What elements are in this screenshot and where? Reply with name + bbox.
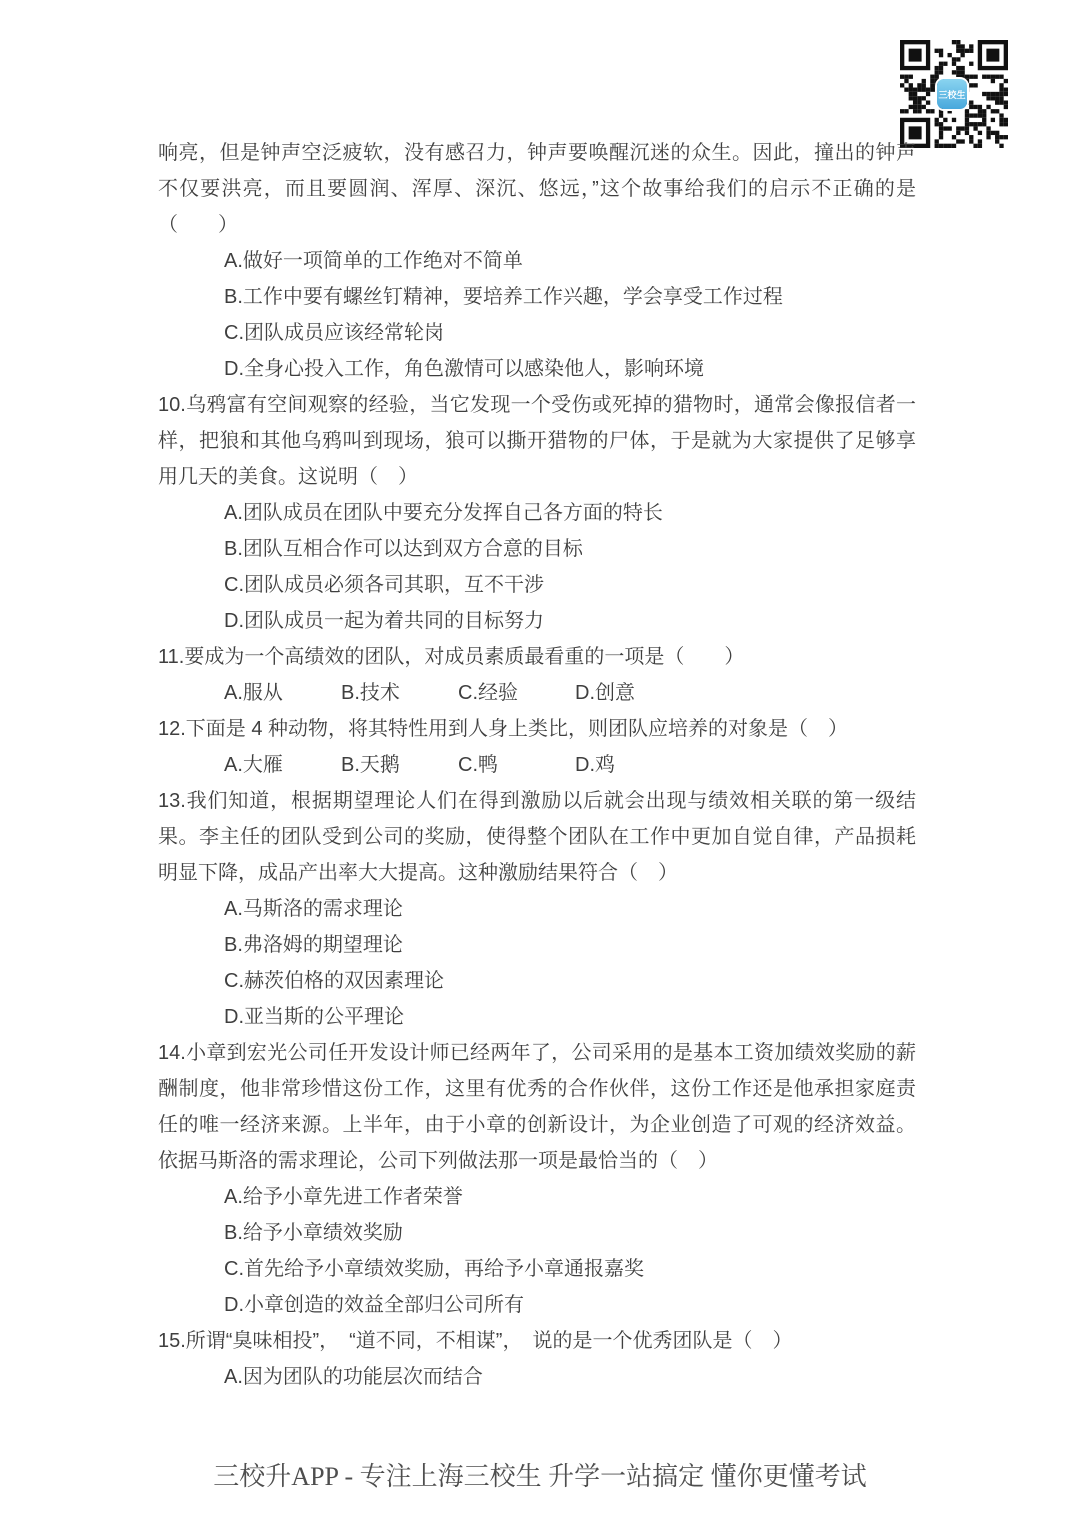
option-a: A.大雁: [224, 754, 283, 776]
question-14: [158, 1035, 916, 1323]
question-stem: 15.所谓“臭味相投”， “道不同，不相谋”， 说的是一个优秀团队是（ ）: [158, 1330, 793, 1352]
option-d: D.全身心投入工作，角色激情可以感染他人，影响环境: [224, 358, 704, 380]
option-a: A.马斯洛的需求理论: [224, 898, 403, 920]
option-d: D.小章创造的效益全部归公司所有: [224, 1294, 524, 1316]
option-a: A.因为团队的功能层次而结合: [224, 1366, 483, 1388]
option-b: B.团队互相合作可以达到双方合意的目标: [224, 538, 583, 560]
option-c: C.团队成员必须各司其职，互不干涉: [224, 574, 544, 596]
question-list: [158, 135, 916, 1395]
question-stem: 11.要成为一个高绩效的团队，对成员素质最看重的一项是（ ）: [158, 646, 745, 668]
option-a: A.做好一项简单的工作绝对不简单: [224, 250, 523, 272]
option-a: A.服从: [224, 682, 283, 704]
option-b: B.天鹅: [341, 754, 400, 776]
inline-options: [158, 747, 916, 783]
option-b: B.给予小章绩效奖励: [224, 1222, 403, 1244]
question-13: [158, 783, 916, 1035]
question-stem: 10.乌鸦富有空间观察的经验，当它发现一个受伤或死掉的猎物时，通常会像报信者一样，把狼和其他乌鸦叫到现场，狼可以撕开猎物的尸体，于是就为大家提供了足够享用几天的美食。这说明（ ）: [158, 394, 916, 488]
question-stem: 12.下面是 4 种动物，将其特性用到人身上类比，则团队应培养的对象是（ ）: [158, 718, 849, 740]
option-c: C.经验: [458, 682, 518, 704]
question-12: [158, 711, 916, 783]
option-a: A.团队成员在团队中要充分发挥自己各方面的特长: [224, 502, 663, 524]
qr-logo-text: 三校生: [938, 89, 966, 100]
page-footer: [0, 1456, 1080, 1493]
option-c: C.赫茨伯格的双因素理论: [224, 970, 444, 992]
qr-code: [900, 40, 1008, 148]
question-10: [158, 387, 916, 639]
question-stem: 响亮，但是钟声空泛疲软，没有感召力，钟声要唤醒沉迷的众生。因此，撞出的钟声不仅要洪亮，而且要圆润、浑厚、深沉、悠远，”这个故事给我们的启示不正确的是（ ）: [158, 142, 916, 236]
option-b: B.弗洛姆的期望理论: [224, 934, 403, 956]
option-a: A.给予小章先进工作者荣誉: [224, 1186, 463, 1208]
option-c: C.团队成员应该经常轮岗: [224, 322, 444, 344]
question-stem: 13.我们知道，根据期望理论人们在得到激励以后就会出现与绩效相关联的第一级结果。李主任的团队受到公司的奖励，使得整个团队在工作中更加自觉自律，产品损耗明显下降，成品产出率大大提高。这种激励结果符合（ ）: [158, 790, 916, 884]
option-c: C.鸭: [458, 754, 498, 776]
option-d: D.亚当斯的公平理论: [224, 1006, 404, 1028]
qr-logo: [937, 79, 967, 109]
inline-options: [158, 675, 916, 711]
option-d: D.团队成员一起为着共同的目标努力: [224, 610, 544, 632]
footer-text: 三校升APP - 专注上海三校生 升学一站搞定 懂你更懂考试: [213, 1462, 867, 1491]
question-stem: 14.小章到宏光公司任开发设计师已经两年了，公司采用的是基本工资加绩效奖励的薪酬制度，他非常珍惜这份工作，这里有优秀的合作伙伴，这份工作还是他承担家庭责任的唯一经济来源。上半年，由于小章的创新设计，为企业创造了可观的经济效益。依据马斯洛的需求理论，公司下列做法那一项是最恰当的（ ）: [158, 1042, 916, 1172]
option-b: B.技术: [341, 682, 400, 704]
option-d: D.创意: [575, 682, 635, 704]
option-c: C.首先给予小章绩效奖励，再给予小章通报嘉奖: [224, 1258, 644, 1280]
question-15: [158, 1323, 916, 1395]
question-11: [158, 639, 916, 711]
question-9-continuation: [158, 135, 916, 387]
option-b: B.工作中要有螺丝钉精神，要培养工作兴趣，学会享受工作过程: [224, 286, 783, 308]
option-d: D.鸡: [575, 754, 615, 776]
